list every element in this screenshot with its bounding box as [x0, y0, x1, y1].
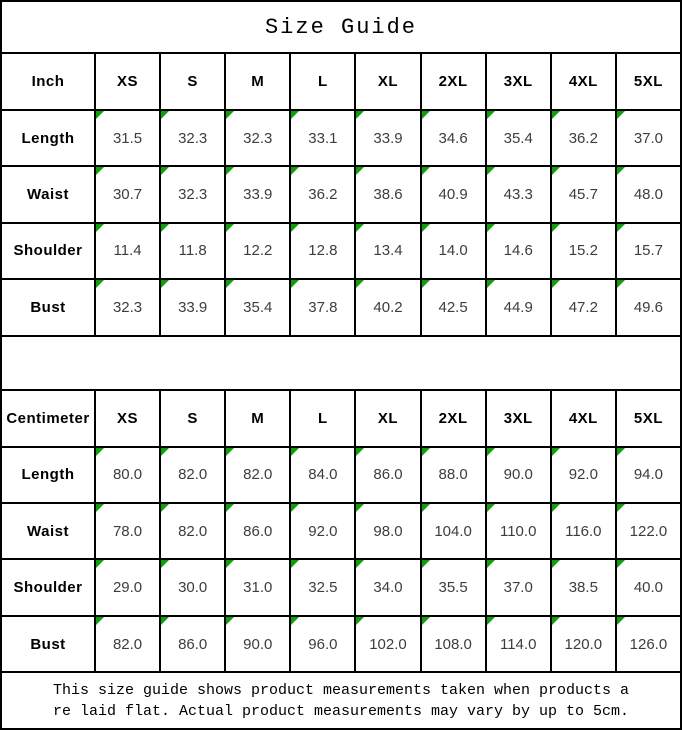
size-header-cell: L	[290, 390, 355, 446]
row-label: Length	[1, 447, 95, 503]
size-header-cell: 5XL	[616, 53, 681, 109]
data-cell: 82.0	[95, 616, 160, 672]
data-cell: 86.0	[225, 503, 290, 559]
data-cell: 37.0	[486, 559, 551, 615]
data-cell: 34.6	[421, 110, 486, 166]
page-title: Size Guide	[1, 1, 681, 53]
data-cell: 96.0	[290, 616, 355, 672]
row-label: Bust	[1, 279, 95, 335]
data-cell: 94.0	[616, 447, 681, 503]
data-cell: 15.2	[551, 223, 616, 279]
data-cell: 40.2	[355, 279, 420, 335]
data-cell: 33.9	[160, 279, 225, 335]
data-cell: 44.9	[486, 279, 551, 335]
data-cell: 78.0	[95, 503, 160, 559]
footer-note-line2: re laid flat. Actual product measurements may vary by up to 5cm.	[52, 702, 630, 720]
data-cell: 108.0	[421, 616, 486, 672]
row-label: Bust	[1, 616, 95, 672]
data-cell: 32.3	[95, 279, 160, 335]
data-cell: 82.0	[160, 447, 225, 503]
data-cell: 32.3	[160, 110, 225, 166]
data-cell: 82.0	[160, 503, 225, 559]
size-header-cell: L	[290, 53, 355, 109]
size-header-cell: XL	[355, 390, 420, 446]
data-cell: 11.8	[160, 223, 225, 279]
data-cell: 35.5	[421, 559, 486, 615]
table-spacer	[1, 336, 681, 390]
data-cell: 37.0	[616, 110, 681, 166]
data-cell: 116.0	[551, 503, 616, 559]
data-cell: 82.0	[225, 447, 290, 503]
data-cell: 98.0	[355, 503, 420, 559]
data-cell: 45.7	[551, 166, 616, 222]
data-cell: 38.5	[551, 559, 616, 615]
size-header-cell: S	[160, 53, 225, 109]
data-cell: 114.0	[486, 616, 551, 672]
data-cell: 32.3	[225, 110, 290, 166]
data-cell: 102.0	[355, 616, 420, 672]
data-cell: 122.0	[616, 503, 681, 559]
data-cell: 33.9	[355, 110, 420, 166]
row-label: Waist	[1, 166, 95, 222]
data-cell: 104.0	[421, 503, 486, 559]
data-cell: 32.3	[160, 166, 225, 222]
row-label: Shoulder	[1, 559, 95, 615]
data-cell: 33.1	[290, 110, 355, 166]
row-label: Waist	[1, 503, 95, 559]
size-header-cell: M	[225, 53, 290, 109]
data-cell: 86.0	[355, 447, 420, 503]
data-cell: 110.0	[486, 503, 551, 559]
data-cell: 43.3	[486, 166, 551, 222]
data-cell: 34.0	[355, 559, 420, 615]
data-cell: 80.0	[95, 447, 160, 503]
data-cell: 40.9	[421, 166, 486, 222]
footer-note-line1: This size guide shows product measurements taken when products a	[52, 681, 630, 699]
size-header-cell: XL	[355, 53, 420, 109]
size-header-cell: 4XL	[551, 53, 616, 109]
size-header-cell: 5XL	[616, 390, 681, 446]
data-cell: 11.4	[95, 223, 160, 279]
data-cell: 90.0	[486, 447, 551, 503]
data-cell: 35.4	[486, 110, 551, 166]
data-cell: 30.7	[95, 166, 160, 222]
data-cell: 12.8	[290, 223, 355, 279]
data-cell: 30.0	[160, 559, 225, 615]
size-header-cell: 3XL	[486, 390, 551, 446]
data-cell: 13.4	[355, 223, 420, 279]
data-cell: 126.0	[616, 616, 681, 672]
size-header-cell: 2XL	[421, 53, 486, 109]
data-cell: 92.0	[290, 503, 355, 559]
data-cell: 88.0	[421, 447, 486, 503]
data-cell: 14.6	[486, 223, 551, 279]
data-cell: 120.0	[551, 616, 616, 672]
row-label: Shoulder	[1, 223, 95, 279]
unit-header-cell: Inch	[1, 53, 95, 109]
data-cell: 47.2	[551, 279, 616, 335]
data-cell: 84.0	[290, 447, 355, 503]
size-header-cell: 3XL	[486, 53, 551, 109]
data-cell: 12.2	[225, 223, 290, 279]
size-header-cell: 4XL	[551, 390, 616, 446]
size-header-cell: XS	[95, 53, 160, 109]
data-cell: 33.9	[225, 166, 290, 222]
data-cell: 14.0	[421, 223, 486, 279]
data-cell: 32.5	[290, 559, 355, 615]
data-cell: 31.0	[225, 559, 290, 615]
unit-header-cell: Centimeter	[1, 390, 95, 446]
data-cell: 42.5	[421, 279, 486, 335]
data-cell: 37.8	[290, 279, 355, 335]
size-header-cell: XS	[95, 390, 160, 446]
data-cell: 92.0	[551, 447, 616, 503]
data-cell: 90.0	[225, 616, 290, 672]
data-cell: 29.0	[95, 559, 160, 615]
data-cell: 31.5	[95, 110, 160, 166]
data-cell: 49.6	[616, 279, 681, 335]
data-cell: 15.7	[616, 223, 681, 279]
data-cell: 36.2	[290, 166, 355, 222]
data-cell: 40.0	[616, 559, 681, 615]
footer-note	[1, 672, 681, 729]
data-cell: 48.0	[616, 166, 681, 222]
size-header-cell: S	[160, 390, 225, 446]
size-header-cell: 2XL	[421, 390, 486, 446]
size-header-cell: M	[225, 390, 290, 446]
row-label: Length	[1, 110, 95, 166]
data-cell: 86.0	[160, 616, 225, 672]
data-cell: 35.4	[225, 279, 290, 335]
data-cell: 38.6	[355, 166, 420, 222]
data-cell: 36.2	[551, 110, 616, 166]
